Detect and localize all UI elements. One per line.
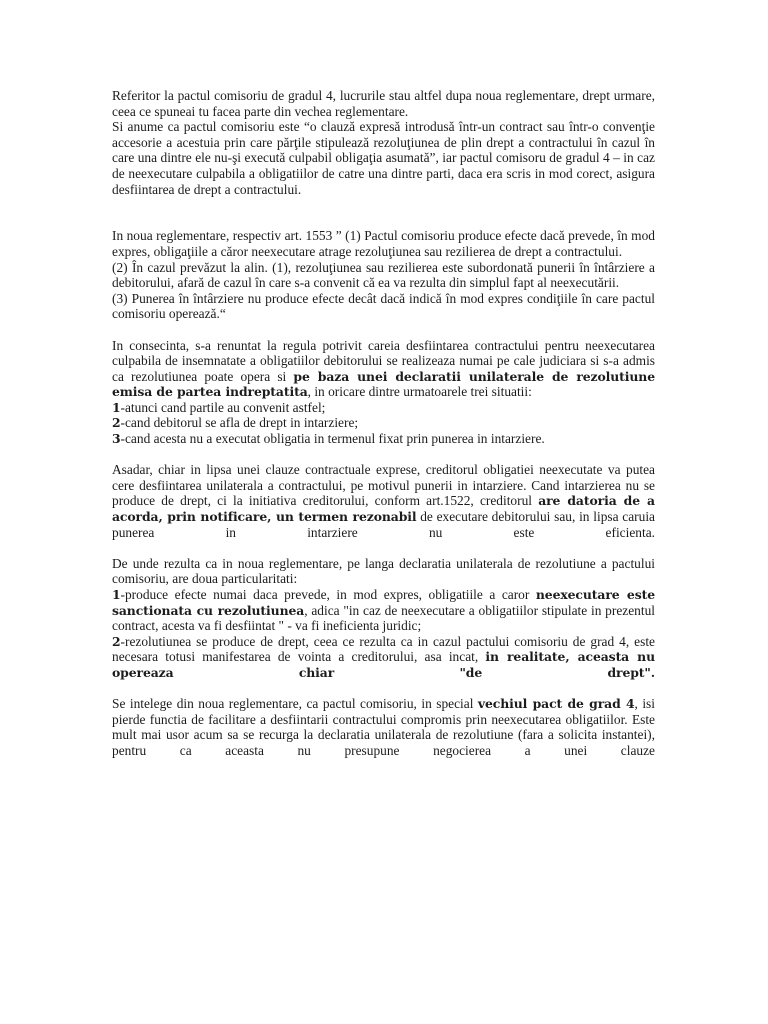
situation-text: -cand acesta nu a executat obligatia in termenul fixat prin punerea in intarziere. xyxy=(120,431,545,447)
situation-number: 3 xyxy=(112,431,121,447)
spacer xyxy=(112,447,655,463)
article-alin-1: In noua reglementare, respectiv art. 1553 ” (1) Pactul comisoriu produce efecte dacă prevede, în mod expres, obligaţiile a căror neexecutare atrage rezoluţiunea sau rezilierea de drept a contractului. xyxy=(112,228,655,259)
paragraph-concluzie xyxy=(112,696,655,758)
paragraph-intro xyxy=(112,88,655,197)
paragraph-particularitate-2 xyxy=(112,634,655,681)
situation-text: -atunci cand partile au convenit astfel; xyxy=(120,399,326,415)
article-alin-2: (2) În cazul prevăzut la alin. (1), rezoluţiunea sau rezilierea este subordonată punerii în întârziere a debitorului, afară de cazul în care s-a convenit că ea va rezulta din simplul fapt al neexecutării. xyxy=(112,259,655,291)
consecinta-text-end: , in oricare dintre urmatoarele trei situatii: xyxy=(307,384,532,400)
consecinta-text: In consecinta, s-a renuntat la regula potrivit careia desfiintarea contractului pentru neexecutarea culpabila de insemnatate a obligatiilor debitorului se realizeaza numai pe cale judiciara si s-a admis ca rezolutiunea poate opera si xyxy=(112,337,655,384)
concluzie-bold: vechiul pact de grad 4 xyxy=(477,696,635,712)
particularitate-bold: neexecutare este sanctionata cu rezolutiunea xyxy=(112,587,655,618)
consecinta-bold: pe baza unei declaratii unilaterale de rezolutiune emisa de partea indreptatita xyxy=(112,368,655,400)
particularitati-intro: De unde rezulta ca in noua reglementare, pe langa declaratia unilaterala de rezolutiune a pactului comisoriu, are doua particularitati: xyxy=(112,555,655,587)
asadar-bold: are datoria de a acorda, prin notificare, un termen rezonabil xyxy=(112,493,655,525)
concluzie-text-end: , isi pierde functia de facilitare a desfiintarii contractului compromis prin neexecutarea obligatiilor. Este mult mai usor acum sa se recurga la declaratia unilaterala de rezolutiune (fara a solicita instantei), pentru ca aceasta nu presupune negocierea a unei clauze xyxy=(112,696,655,758)
situation-number: 2 xyxy=(112,415,121,431)
spacer xyxy=(112,322,655,338)
paragraph-asadar xyxy=(112,462,655,540)
particularitate-number: 2 xyxy=(112,633,121,649)
paragraph-article-1553 xyxy=(112,228,655,322)
definition-text: Si anume ca pactul comisoriu este “o clauză expresă introdusă într-un contract sau într-o convenţie accesorie a acestuia prin care părţile stipulează rezoluţiunea de plin drept a contractului în cazul în care una dintre ele nu-şi execută culpabil obligaţia asumată”, iar pactul comisoru de gradul 4 – in caz de neexecutare culpabila a obligatiilor de catre una dintre parti, daca era scris in mod corect, asigura desfiintarea de drept a contractului. xyxy=(112,119,655,197)
spacer xyxy=(112,681,655,697)
document-body xyxy=(112,88,655,759)
paragraph-consecinta xyxy=(112,338,655,447)
particularitate-text-end: , adica "in caz de neexecutare a obligatiilor stipulate in prezentul contract, acesta va fi desfiintat " - va fi ineficienta juridic; xyxy=(112,602,656,634)
particularitate-text: -rezolutiunea se produce de drept, ceea ce rezulta ca in cazul pactului comisoriu de grad 4, este necesara totusi manifestarea de vointa a creditorului, asa incat, xyxy=(112,633,655,665)
article-alin-3: (3) Punerea în întârziere nu produce efecte decât dacă indică în mod expres condiţiile în care pactul comisoriu operează.“ xyxy=(112,290,655,322)
situation-text: -cand debitorul se afla de drept in intarziere; xyxy=(120,415,359,431)
asadar-text: Asadar, chiar in lipsa unei clauze contractuale exprese, creditorul obligatiei neexecutate va putea cere desfiintarea unilaterala a contractului, pe motivul punerii in intarziere. Cand intarzierea nu se produce de drept, ci la initiativa creditorului, conform art.1522, creditorul xyxy=(112,462,655,509)
particularitate-number: 1 xyxy=(112,587,121,602)
paragraph-particularitati xyxy=(112,556,655,634)
intro-text: Referitor la pactul comisoriu de gradul 4, lucrurile stau altfel dupa noua reglementare, drept urmare, ceea ce spuneai tu facea parte din vechea reglementare. xyxy=(112,88,655,119)
spacer xyxy=(112,197,655,228)
spacer xyxy=(112,540,655,556)
particularitate-bold: in realitate, aceasta nu opereaza chiar "de drept". xyxy=(112,649,656,680)
concluzie-text: Se intelege din noua reglementare, ca pactul comisoriu, in special xyxy=(112,696,478,712)
particularitate-text: -produce efecte numai daca prevede, in mod expres, obligatiile a caror xyxy=(120,587,536,602)
asadar-text-end: de executare debitorului sau, in lipsa caruia punerea in intarziere nu este eficienta. xyxy=(112,509,655,540)
situation-number: 1 xyxy=(112,399,121,415)
